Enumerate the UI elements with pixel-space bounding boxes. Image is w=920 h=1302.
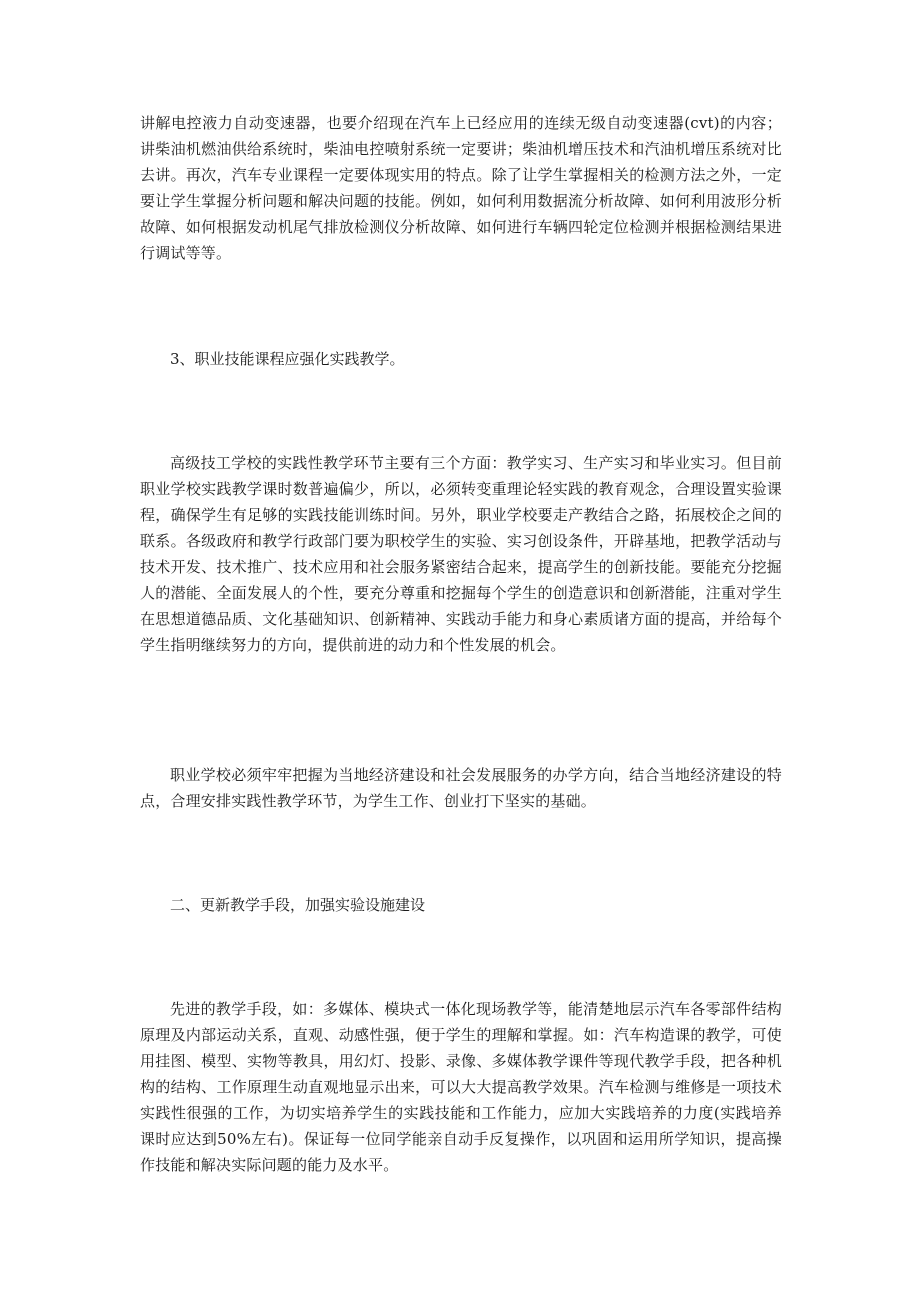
section-heading-practice-teaching: 3、职业技能课程应强化实践教学。 — [170, 350, 405, 368]
paragraph-school-direction: 职业学校必须牢牢把握为当地经济建设和社会发展服务的办学方向，结合当地经济建设的特点，合理安排实践性教学环节，为学生工作、创业打下坚实的基础。 — [140, 766, 782, 810]
paragraph-transmission-and-diesel: 讲解电控液力自动变速器，也要介绍现在汽车上已经应用的连续无级自动变速器(cvt)的内容；讲柴油机燃油供给系统时，柴油电控喷射系统一定要讲；柴油机增压技术和汽油机增压系统对比去讲。再次，汽车专业课程一定要体现实用的特点。除了让学生掌握相关的检测方法之外，一定要让学生掌握分析问题和解决问题的技能。例如，如何利用数据流分析故障、如何利用波形分析故障、如何根据发动机尾气排放检测仪分析故障、如何进行车辆四轮定位检测并根据检测结果进行调试等等。 — [140, 114, 782, 262]
section-heading-teaching-methods: 二、更新教学手段，加强实验设施建设 — [170, 896, 426, 914]
paragraph-advanced-methods: 先进的教学手段，如：多媒体、模块式一体化现场教学等，能清楚地层示汽车各零部件结构原理及内部运动关系，直观、动感性强，便于学生的理解和掌握。如：汽车构造课的教学，可使用挂图、模型、实物等教具，用幻灯、投影、录像、多媒体教学课件等现代教学手段，把各种机构的结构、工作原理生动直观地显示出来，可以大大提高教学效果。汽车检测与维修是一项技术实践性很强的工作，为切实培养学生的实践技能和工作能力，应加大实践培养的力度(实践培养课时应达到50%左右)。保证每一位同学能亲自动手反复操作，以巩固和运用所学知识，提高操作技能和解决实际问题的能力及水平。 — [140, 1000, 782, 1174]
paragraph-practice-links: 高级技工学校的实践性教学环节主要有三个方面：教学实习、生产实习和毕业实习。但目前职业学校实践教学课时数普遍偏少，所以，必须转变重理论轻实践的教育观念，合理设置实验课程，确保学生有足够的实践技能训练时间。另外，职业学校要走产教结合之路，拓展校企之间的联系。各级政府和教学行政部门要为职校学生的实验、实习创设条件，开辟基地，把教学活动与技术开发、技术推广、技术应用和社会服务紧密结合起来，提高学生的创新技能。要能充分挖掘人的潜能、全面发展人的个性，要充分尊重和挖掘每个学生的创造意识和创新潜能，注重对学生在思想道德品质、文化基础知识、创新精神、实践动手能力和身心素质诸方面的提高，并给每个学生指明继续努力的方向，提供前进的动力和个性发展的机会。 — [140, 454, 782, 654]
